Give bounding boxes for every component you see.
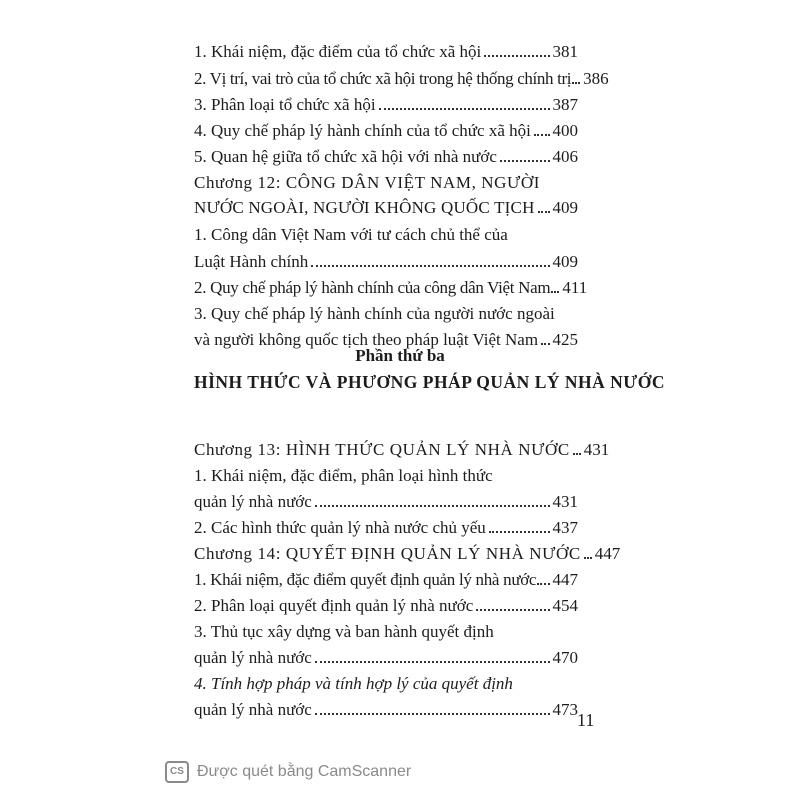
dot-leader (541, 343, 549, 345)
toc-entry-text: quản lý nhà nước (194, 492, 312, 511)
toc-entry (194, 590, 578, 616)
toc-entry-page: 437 (552, 518, 578, 537)
dot-leader (379, 108, 550, 110)
toc-entry-text: 4. Tính hợp pháp và tính hợp lý của quyết định (194, 674, 513, 693)
toc-entry-text: 1. Khái niệm, đặc điểm quyết định quản lý nhà nước (194, 570, 537, 589)
toc-chapter-heading (194, 192, 578, 218)
toc-entry-page: 470 (552, 648, 578, 667)
toc-entry (194, 89, 578, 115)
toc-entry (194, 219, 578, 245)
toc-entry (194, 298, 578, 324)
dot-leader (584, 557, 592, 559)
dot-leader (534, 134, 550, 136)
toc-entry-text: Luật Hành chính (194, 252, 309, 271)
toc-entry-page: 473 (552, 700, 578, 719)
toc-entry (194, 246, 578, 272)
toc-entry-text: 1. Công dân Việt Nam với tư cách chủ thể của (194, 225, 508, 244)
dot-leader (484, 55, 549, 57)
toc-entry (194, 115, 578, 141)
page-number: 11 (577, 710, 595, 730)
toc-entry-text: NƯỚC NGOÀI, NGƯỜI KHÔNG QUỐC TỊCH (194, 198, 535, 217)
toc-entry-page: 381 (552, 42, 578, 61)
toc-entry-page: 431 (583, 440, 610, 459)
toc-entry (194, 564, 578, 590)
dot-leader (538, 211, 550, 213)
watermark-text: Được quét bằng CamScanner (197, 763, 412, 780)
toc-entry-text: 3. Quy chế pháp lý hành chính của người nước ngoài (194, 304, 555, 323)
toc-entry-text: 1. Khái niệm, đặc điểm của tổ chức xã hội (194, 42, 482, 61)
toc-entry-text: 2. Các hình thức quản lý nhà nước chủ yếu (194, 518, 486, 537)
toc-entry-page: 411 (562, 278, 588, 297)
toc-entry-page: 409 (552, 198, 578, 217)
toc-entry-page: 406 (552, 147, 578, 166)
toc-entry-text: 1. Khái niệm, đặc điểm, phân loại hình thức (194, 466, 493, 485)
toc-entry-text: 2. Quy chế pháp lý hành chính của công dân Việt Nam (194, 278, 551, 297)
toc-entry (194, 694, 578, 720)
toc-chapter-heading (194, 434, 610, 460)
dot-leader (315, 713, 550, 715)
toc-entry-text: Chương 14: QUYẾT ĐỊNH QUẢN LÝ NHÀ NƯỚC (194, 544, 581, 563)
toc-entry-text: 3. Phân loại tổ chức xã hội (194, 95, 376, 114)
dot-leader (572, 82, 580, 84)
toc-entry-page: 409 (552, 252, 578, 271)
toc-entry-page: 425 (552, 330, 578, 349)
dot-leader (489, 531, 550, 533)
toc-entry-text: 2. Phân loại quyết định quản lý nhà nước (194, 596, 474, 615)
dot-leader (500, 160, 550, 162)
dot-leader (573, 453, 581, 455)
toc-entry-text: Chương 12: CÔNG DÂN VIỆT NAM, NGƯỜI (194, 173, 540, 192)
toc-entry-text: 5. Quan hệ giữa tổ chức xã hội với nhà nước (194, 147, 497, 166)
toc-entry-text: Chương 13: HÌNH THỨC QUẢN LÝ NHÀ NƯỚC (194, 440, 570, 459)
toc-entry-text: 2. Vị trí, vai trò của tổ chức xã hội trong hệ thống chính trị (194, 69, 572, 88)
toc-entry-page: 386 (583, 69, 609, 88)
toc-entry-text: quản lý nhà nước (194, 700, 312, 719)
toc-entry-text: quản lý nhà nước (194, 648, 312, 667)
toc-entry (194, 512, 578, 538)
toc-entry (194, 36, 578, 62)
dot-leader (315, 661, 550, 663)
toc-entry (194, 642, 578, 668)
part-subtitle: Phần thứ ba (355, 346, 445, 365)
toc-chapter-heading (194, 538, 621, 564)
toc-entry-page: 447 (552, 570, 578, 589)
camscanner-logo-icon: CS (165, 761, 189, 783)
toc-entry-page: 400 (552, 121, 578, 140)
toc-entry-page: 454 (552, 596, 578, 615)
toc-entry (194, 63, 609, 89)
toc-chapter-heading (194, 167, 578, 193)
toc-entry-text: 4. Quy chế pháp lý hành chính của tổ chức xã hội (194, 121, 531, 140)
toc-entry-page: 447 (594, 544, 621, 563)
toc-entry-text: và người không quốc tịch theo pháp luật Việt Nam (194, 330, 539, 349)
dot-leader (315, 505, 550, 507)
part-title: HÌNH THỨC VÀ PHƯƠNG PHÁP QUẢN LÝ NHÀ NƯỚC (194, 372, 665, 392)
scanner-watermark (165, 761, 411, 783)
toc-entry (194, 616, 578, 642)
dot-leader (537, 583, 549, 585)
toc-entry-page: 431 (552, 492, 578, 511)
toc-entry-page: 387 (552, 95, 578, 114)
toc-entry (194, 668, 578, 694)
dot-leader (551, 291, 559, 293)
toc-entry-text: 3. Thủ tục xây dựng và ban hành quyết định (194, 622, 494, 641)
toc-entry (194, 141, 578, 167)
toc-entry (194, 272, 588, 298)
dot-leader (476, 609, 549, 611)
toc-entry (194, 486, 578, 512)
toc-entry (194, 460, 578, 486)
dot-leader (311, 265, 549, 267)
